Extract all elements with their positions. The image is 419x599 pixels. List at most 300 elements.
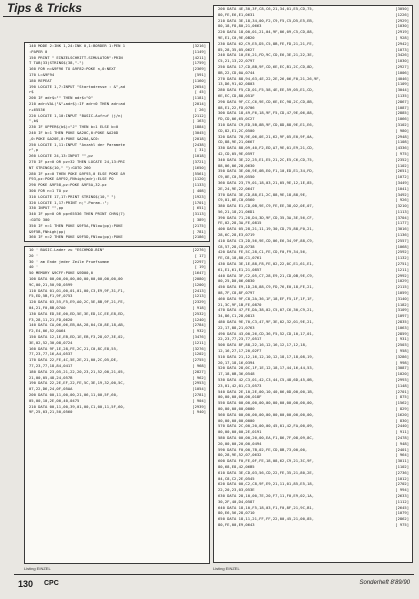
listing-checksum: [4336] (395, 145, 409, 151)
listing-checksum: [2297] (192, 258, 206, 264)
listing-line (25, 240, 209, 242)
listing-checksum: [2186] (192, 234, 206, 240)
listing-code: 80,FE,00,E9,0643 (218, 521, 255, 527)
listing-checksum: [2592] (395, 249, 409, 255)
listing-checksum: [ 968] (192, 362, 206, 368)
listing-checksum: [1079] (395, 510, 409, 516)
listing-checksum: [2018] (192, 135, 206, 141)
listing-code: C9,01,0E,C0,0560 (218, 197, 255, 203)
listing-checksum: [ 918] (192, 304, 206, 310)
listing-checksum: [1240] (192, 316, 206, 322)
listing-code: 50 MEMORY &9CFF:POKE &9D00,0 (29, 270, 94, 276)
listing-checksum: [3276] (192, 345, 206, 351)
listing-code: 40 ' (29, 264, 39, 270)
listing-checksum: [ 875] (395, 394, 409, 400)
listing-checksum: [2401] (395, 446, 409, 452)
listing-code: 640 DATA 18,10,F5,18,03,F1,F0,8F,21,9C,B1, (218, 504, 315, 510)
listing-code: 310 LOCATE 17,17:PRINT STRING$(10," ") (29, 193, 116, 199)
listing-code: 270 IF pz<0 OR pz>32 THEN LOCATE 24,13:PRI (29, 158, 126, 164)
listing-checksum: [ 998] (395, 359, 409, 365)
listing-checksum: [2478] (395, 434, 409, 440)
listing-checksum: [1701] (192, 199, 206, 205)
listing-checksum: [3704] (395, 214, 409, 220)
listing-code: 520 DATA 28,0C,1F,1E,12,18,17,44,16,44,53, (218, 365, 315, 371)
page-footer (14, 576, 414, 594)
listing-checksum: [3140] (395, 295, 409, 301)
listing-code: :GOTO 300 (29, 216, 50, 222)
listing-checksum: [3087] (395, 365, 409, 371)
listing-checksum: [1109] (395, 81, 409, 87)
listing-code: 300 FOR n=1 TO pz (29, 187, 68, 193)
listing-checksum: [ 948] (395, 440, 409, 446)
listing-checksum: [ 975] (395, 150, 409, 156)
listing-checksum: [2859] (395, 330, 409, 336)
listing-checksum: [2080] (192, 275, 206, 281)
listing-code: 550 DATA 00,00,00,00,00,00,00,00,00,00,00, (218, 400, 315, 406)
listing-checksum: [1066] (395, 116, 409, 122)
listing-code: 180 REPEAT (29, 77, 52, 83)
page-number: 130 (18, 579, 34, 589)
listing-code: 150 PRINT " EINZELSCHRITT-SIMULATOR":PRIN (29, 54, 123, 60)
listing-checksum: [ 26] (194, 106, 206, 112)
listing-code: 05,00,10,2E,00,40,0475 (29, 397, 80, 403)
listing-code: 120 DATA 03,55,F5,E9,A0,2C,5E,8B,9F,21,FE, (29, 299, 126, 305)
listing-checksum: [1182] (395, 301, 409, 307)
listing-code (29, 240, 66, 242)
listing-code: 77,23,77,18,84,0417 (29, 362, 73, 368)
listing-code: 22,17,88,21,0763 (218, 324, 255, 330)
listing-code: 28,6C,28,E3,0719 (218, 232, 255, 238)
listing-checksum: [1108] (395, 139, 409, 145)
listing-code: 80,18,F8,80,21,0663 (218, 23, 262, 29)
listing-code: 600 DATA F0,FE,0F,FE,18,08,62,C9,21,3C,9F, (218, 458, 315, 464)
listing-checksum: [ 964] (395, 452, 409, 458)
listing-code: C9,0E,C0,59,0550 (218, 174, 255, 180)
listing-code: 190 DATA 22,2E,EF,22,FE,5C,3E,19,32,00,5C, (29, 380, 126, 386)
listing-code: 290 DATA 9F,CC,C6,9E,CD,6E,EC,98,2C,CD,8B, (218, 98, 315, 104)
listing-code: 23,01,42,01,C3,0573 (218, 382, 262, 388)
listing-checksum: [1226] (395, 11, 409, 17)
listing-credit-left: Listing EINZEL (24, 566, 51, 571)
listing-checksum: [1012] (395, 475, 409, 481)
listing-checksum: [ 17] (194, 252, 206, 258)
listing-code: 00,25,D0,06,0830 (218, 278, 255, 284)
listing-checksum: [3449] (395, 179, 409, 185)
magazine-name: CPC (44, 580, 59, 587)
listing-code: CD,82,E1,2C,0500 (218, 127, 255, 133)
listing-line (25, 409, 209, 415)
listing-checksum: [4211] (192, 54, 206, 60)
listing-code: 20,17,18,16,0394 (218, 359, 255, 365)
listing-checksum: [3216] (192, 43, 206, 48)
listing-checksum: [1133] (192, 182, 206, 188)
listing-code: 10 ' BASIC-Lader zu "ESCHMOD.BIN" (29, 247, 105, 252)
listing-checksum: [3109] (395, 307, 409, 313)
listing-code: 590 DATA F0,00,7B,02,FE,CD,8B,73,00,00, (218, 446, 308, 452)
listing-code: r$ (29, 89, 34, 95)
listing-checksum: [3210] (395, 203, 409, 209)
listing-code: F5,ED,5B,F1,9F,0753 (29, 293, 73, 299)
listing-code: 12,16,27,17,20,02F7 (218, 348, 262, 354)
listing-checksum: [1177] (395, 220, 409, 226)
listing-code: 300 DATA 18,49,F6,18,9F,F5,CD,47,9E,06,88, (218, 110, 315, 116)
listing-code: 07,22,D6,24,0F,05AA (29, 386, 73, 392)
listing-checksum: [2701] (395, 388, 409, 394)
listing-checksum: [ 45] (194, 89, 206, 95)
listing-checksum: [3016] (395, 226, 409, 232)
listing-checksum: [ 408] (192, 187, 206, 193)
listing-line (214, 522, 412, 528)
listing-code: 240 IF b=1 THEN POKE &A20C,0:POKE &A20D (29, 129, 119, 135)
listing-code: 190 LOCATE 1,7:INPUT "Startadresse : &",ad (29, 83, 126, 89)
listing-code: 620 DATA 00,C2,C8,9F,E9,21,11,01,85,E5,18, (218, 481, 315, 487)
listing-checksum: [2654] (192, 83, 206, 89)
listing-checksum: [2784] (192, 322, 206, 328)
listing-code: 500 DATA 8F,88,22,16,12,16,12,17,12,18, (218, 342, 308, 348)
listing-code: 230 DATA 62,C9,E5,D5,C5,8B,FE,FD,21,21,FE, (218, 40, 315, 46)
listing-code: 560 DATA 00,00,00,00,00,00,00,00,00,00,00, (218, 411, 315, 417)
listing-code: FE,02,28,3A,FE,0815 (218, 220, 262, 226)
listing-code: 390 DATA 71,28,D4,3D,9F,CD,35,3A,3E,56,CF, (218, 214, 315, 220)
listing-checksum: [ 389] (192, 216, 206, 222)
listing-checksum: [1068] (395, 243, 409, 249)
listing-checksum: [1211] (395, 266, 409, 272)
listing-checksum: [ 911] (395, 429, 409, 435)
listing-code: 280 IF pz=0 THEN POKE &9F93,0 ELSE POKE &9 (29, 170, 126, 176)
listing-checksum: [3050] (395, 6, 409, 11)
listing-code: 150 DATA 12,1E,EB,ED,1E,EB,F3,28,07,3E,02, (29, 333, 126, 339)
listing-checksum: [1884] (192, 124, 206, 130)
listing-code: 380 DATA E1,CD,0B,9E,C9,FE,EE,38,02,0E,07, (218, 203, 315, 209)
listing-code: 470 DATA 47,FE,DA,38,02,C5,07,C6,30,C9,21, (218, 307, 315, 313)
listing-code: 430 DATA 3E,1E,88,F8,FE,02,22,0C,E1,61,E1, (218, 261, 315, 267)
listing-code: 630 DATA 28,10,00,7E,20,F7,11,F0,E9,02,1A, (218, 492, 315, 498)
listing-code: 170 DATA 22,FE,4C,5E,2E,21,00,2C,05,DE, (29, 357, 119, 363)
listing-code: 00,00,00,00,0000 (218, 417, 255, 423)
listing-code: 04,C8,C2,2E,0545 (218, 475, 255, 481)
listing-code: 200 DATA 00,11,00,00,21,06,11,00,5F,60, (29, 391, 119, 397)
listing-code: 00,00,00,00,00,018F (218, 394, 262, 400)
listing-code: 80,FE,E6,E1,0631 (218, 11, 255, 17)
listing-checksum: [ 980] (395, 127, 409, 133)
listing-checksum: [2948] (395, 133, 409, 139)
listing-checksum: [1030] (395, 23, 409, 29)
listing-checksum: [2633] (395, 492, 409, 498)
listing-checksum: [2867] (395, 98, 409, 104)
listing-checksum: [ 781] (192, 228, 206, 234)
listing-code: 6E,EC,CD,88,051F (218, 92, 255, 98)
listing-checksum: [3113] (192, 211, 206, 217)
listing-code: 330 DATA 88,09,40,F2,ED,A7,9E,01,E9,21,CD, (218, 145, 315, 151)
listing-code: 570 DATA 2C,00,20,00,00,45,01,42,FA,00,09, (218, 423, 315, 429)
listing-checksum: [ 994] (395, 487, 409, 493)
listing-checksum: [1029] (395, 278, 409, 284)
listing-checksum: [1102] (395, 162, 409, 168)
listing-code: F2,E4,06,52,0A64 (29, 328, 66, 334)
issue-label: Sonderheft 8'89/90 (359, 580, 410, 586)
listing-code: 220 DATA 18,00,01,21,04,9F,06,09,C5,CD,88, (218, 29, 315, 35)
listing-code: 360 IF n=2 THEN POKE &9F5D,FNlow(pp):POKE (29, 234, 123, 240)
listing-checksum: [1136] (395, 232, 409, 238)
listing-checksum: [1213] (192, 293, 206, 299)
listing-checksum: [1054] (192, 386, 206, 392)
listing-checksum: [2862] (395, 516, 409, 522)
listing-checksum: [ 830] (395, 417, 409, 423)
listing-checksum: [ 975] (395, 521, 409, 527)
listing-code: 08,7F,C8,8F,0797 (218, 290, 255, 296)
listing-code: 20 ' (29, 252, 39, 258)
listing-code: C5,21,13,22,0797 (218, 58, 255, 64)
listing-code: 410 DATA C3,2D,56,9E,CD,06,E6,34,9F,88,C9, (218, 237, 315, 243)
listing-checksum: [2014] (192, 100, 206, 106)
listing-checksum: [1160] (192, 77, 206, 83)
listing-checksum: [2645] (395, 504, 409, 510)
listing-code: 310 DATA C9,ED,5B,8B,9F,CD,8D,88,9E,E1,E6, (218, 121, 315, 127)
listing-checksum: [3102] (395, 121, 409, 127)
listing-checksum: [2369] (192, 66, 206, 72)
listing-code: 140 DATA CA,06,06,EB,0A,28,04,C0,8E,18,AB, (29, 322, 126, 328)
listing-code: 3E,02,52,30,08,0724 (29, 339, 73, 345)
listing-code: 20,00,00,20,00,0494 (218, 440, 262, 446)
listing-code: r",p (29, 147, 39, 153)
listing-checksum: [ 962] (192, 374, 206, 380)
listing-code: ,0:POKE &A20E,0:POKE &A20A,&C0: (29, 135, 100, 141)
listing-checksum: [2702] (395, 481, 409, 487)
listing-checksum: [2329] (192, 299, 206, 305)
listing-checksum: [1211] (192, 339, 206, 345)
listing-checksum: [1148] (395, 382, 409, 388)
listing-code: 140 MODE 2:INK 1,24:INK 0,1:BORDER 1:PEN 1 (29, 43, 126, 48)
listing-checksum: [1063] (395, 324, 409, 330)
listing-checksum: [1650] (192, 164, 206, 170)
listing-checksum: [2352] (395, 156, 409, 162)
listing-checksum: [3476] (192, 333, 206, 339)
listing-code: 320 LOCATE 1,17:PRINT n;".Param.:"; (29, 199, 110, 205)
listing-code: T TAB(33)STRING$(38,"-") (29, 60, 84, 66)
listing-checksum: [1020] (395, 371, 409, 377)
listing-checksum: [1072] (395, 174, 409, 180)
listing-checksum (192, 240, 206, 242)
listing-code: 490 DATA 43,00,26,CD,36,F5,52,CD,10,17,01, (218, 330, 315, 336)
listing-checksum: [2953] (192, 380, 206, 386)
listing-checksum: [2440] (395, 423, 409, 429)
listing-checksum: [ 926] (395, 197, 409, 203)
listing-checksum: [1120] (192, 176, 206, 182)
listing-code: 200 DATA 4E,30,3F,C8,C6,21,34,01,E5,CD,75, (218, 6, 315, 11)
listing-checksum: [2751] (395, 261, 409, 267)
listing-code: 170 L=&9F94 (29, 71, 55, 77)
listing-checksum: [ 163] (192, 118, 206, 124)
listing-code: C8,57,28,CD,0738 (218, 243, 255, 249)
listing-code: 160 DATA 9F,1E,28,FE,2C,21,C0,8C,E8,55, (29, 345, 119, 351)
listing-checksum: [2276] (192, 247, 206, 252)
listing-checksum: [2827] (192, 368, 206, 374)
listing-checksum: [1073] (395, 46, 409, 52)
listing-checksum: [4046] (395, 75, 409, 81)
listing-code: 9C,00,21,50,9D,0599 (29, 281, 73, 287)
listing-checksum: [2919] (395, 29, 409, 35)
listing-code: 180 DATA 23,05,21,22,20,23,21,52,00,21,05, (29, 368, 126, 374)
listing-checksum: [2755] (192, 357, 206, 363)
listing-checksum: [ 928] (395, 34, 409, 40)
listing-code: 220 LOCATE 1,10:INPUT "BASIC-Aufruf (j/n) (29, 112, 123, 118)
listing-checksum: [2992] (395, 272, 409, 278)
listing-checksum: [1102] (395, 463, 409, 469)
listing-code: 370 DATA 3E,CD,88,E1,2C,88,9E,18,88,9E, (218, 191, 308, 197)
listing-checksum: [1097] (395, 313, 409, 319)
listing-checksum: [2651] (395, 168, 409, 174)
listing-box-loader (24, 246, 210, 564)
listing-code: 340 IF pp<0 OR pp>65536 THEN PRINT CHR$(7) (29, 211, 126, 217)
listing-checksum: [1647] (192, 270, 206, 276)
listing-checksum: [2927] (395, 63, 409, 69)
listing-code: 100 DATA 00,00,00,00,00,00,00,00,00,00,00 (29, 275, 123, 281)
listing-checksum: [2532] (192, 310, 206, 316)
listing-checksum: [2929] (395, 17, 409, 23)
listing-box-simulator (24, 42, 210, 242)
listing-checksum: [1030] (395, 58, 409, 64)
listing-code: 22,20,23,03,053E (218, 487, 255, 493)
listing-code: 250 LOCATE 1,11:INPUT "Anzahl der Paramete (29, 141, 126, 147)
listing-checksum: [3492] (395, 191, 409, 197)
listing-code: 340 DATA 3E,22,25,E1,E5,21,2C,E5,C6,CD,75, (218, 156, 315, 162)
listing-code: NT STRING$(10," "):GOTO 260 (29, 164, 91, 170)
listing-checksum: [ 829] (395, 405, 409, 411)
listing-checksum: [2942] (395, 40, 409, 46)
listing-checksum: [3011] (395, 458, 409, 464)
listing-checksum: [1041] (395, 185, 409, 191)
listing-code: 88,E1,22,FD,0706 (218, 104, 255, 110)
listing-checksum: [ 31] (194, 147, 206, 153)
listing-checksum: [ 958] (395, 348, 409, 354)
listing-code: 610 DATA 3E,CD,03,56,CD,22,FE,35,21,80,2E, (218, 469, 315, 475)
listing-checksum: [3045] (192, 129, 206, 135)
listing-code: 330 INPUT "",pp (29, 205, 64, 211)
listing-code: FE,C8,18,88,C1,0761 (218, 255, 262, 261)
listing-checksum: [2112] (192, 112, 206, 118)
listing-code: 460 DATA 9F,C8,2A,36,1F,18,EF,F5,1F,1F,1F, (218, 295, 315, 301)
listing-checksum: [1018] (192, 153, 206, 159)
listing-code: 17,18,0B,36,0548 (218, 371, 255, 377)
listing-checksum: [ 940] (192, 409, 206, 415)
listing-code: 42,CD,05,9E,0597 (218, 150, 255, 156)
listing-checksum: [2885] (395, 110, 409, 116)
listing-code: 80,68,E8,42,06B5 (218, 463, 255, 469)
listing-checksum: [1200] (192, 281, 206, 287)
listing-checksum: [2115] (395, 284, 409, 290)
listing-checksum: [2503] (395, 342, 409, 348)
listing-code: 400 DATA 05,28,21,11,19,30,CD,75,88,F0,21, (218, 226, 315, 232)
listing-checksum: [5561] (192, 170, 206, 176)
listing-code: F3,28,11,21,FD,0620 (29, 316, 73, 322)
section-title: Tips & Tricks (7, 1, 82, 15)
listing-checksum: [2993] (395, 377, 409, 382)
listing-code: 240 DATA 10,E6,21,FD,9C,CD,E6,3E,21,22,3E, (218, 52, 315, 58)
listing-checksum: [1562] (395, 400, 409, 406)
listing-checksum: [ 651] (192, 205, 206, 211)
listing-checksum: [2939] (192, 403, 206, 409)
listing-code: 350 DATA 3E,00,9E,0B,E0,F1,10,ED,E1,34,FD, (218, 168, 315, 174)
listing-code: F93,pz:POKE &9F92,FNhigh(adr):ELSE PO (29, 176, 114, 182)
listing-checksum: [1181] (192, 95, 206, 101)
listing-checksum: [1202] (192, 351, 206, 357)
listing-code: 88,06,06,28,0630 (218, 162, 255, 168)
listing-checksum: [1059] (395, 290, 409, 296)
footer-rule (14, 574, 414, 575)
listing-checksum: [591] (194, 71, 206, 77)
listing-code: 200 IF adr$="" THEN adr$="0" (29, 95, 94, 101)
listing-code: 2E,24,9E,22,0647 (218, 185, 255, 191)
listing-code: 480 DATA 9E,70,C3,47,9F,3E,02,32,01,9E,21, (218, 319, 315, 325)
listing-code: &9F5B,FNhigh(pp) (29, 228, 66, 234)
listing-code: 450 DATA E9,1D,28,88,C9,FD,76,E0,18,FE,21, (218, 284, 315, 290)
listing-code: 9F,25,03,21,50,0560 (29, 409, 73, 415)
listing-checksum: [1006] (395, 69, 409, 75)
listing-code: 350 IF n=1 THEN POKE &9F5A,FNlow(pp):POKE (29, 222, 123, 228)
listing-code: 77,23,77,16,A4,0537 (29, 351, 73, 357)
listing-code: 580 DATA 00,00,20,00,EA,F1,86,7F,08,09,8C, (218, 434, 315, 440)
listing-checksum: [ 19] (194, 264, 206, 270)
listing-code: 110 DATA 01,01,00,01,01,00,C3,E9,9F,31,F1, (29, 287, 126, 293)
listing-checksum: [3286] (395, 353, 409, 359)
listing-code: 00,00,00,00,2E,0191 (218, 429, 262, 435)
listing-checksum: [1149] (192, 48, 206, 54)
listing-checksum: [3044] (395, 87, 409, 93)
listing-code: 04,21,F0,8B,07A0 (29, 304, 66, 310)
listing-code: 650 DATA 18,11,21,FF,FF,22,00,45,21,00,85, (218, 516, 315, 522)
listing-checksum: [1923] (192, 193, 206, 199)
listing-checksum: [2557] (395, 237, 409, 243)
listing-code: 230 IF UPPER$(b$)="J" THEN b=1 ELSE b=0 (29, 124, 119, 130)
listing-code: 360 DATA 23,79,01,18,03,21,05,9E,12,1E,85, (218, 179, 315, 185)
listing-code: 280 DATA F5,CD,01,F5,58,4E,EE,59,05,E1,CD, (218, 87, 315, 93)
listing-code: 9E,E1,C0,9E,0B20 (218, 34, 255, 40)
listing-checksum: [2438] (192, 141, 206, 147)
listing-code: 30 ' am Ende jeder Zeile Pruefsumme (29, 258, 110, 264)
listing-checksum: [2781] (192, 391, 206, 397)
listing-checksum: [ 932] (192, 328, 206, 334)
listing-code: 210 adr=VAL("&"+adr$):IF adr<0 THEN adr=ad (29, 100, 126, 106)
listing-code: 420 DATA FE,5C,28,C1,FE,CD,F0,F9,34,56, (218, 249, 308, 255)
listing-code: r+65536 (29, 106, 46, 112)
listing-code: 56,21,18,21,06D1 (218, 208, 255, 214)
listing-code: 210 DATA 3E,18,34,00,F2,C9,F5,C5,D5,E5,EB, (218, 17, 315, 23)
listing-code: 85,28,35,05,0627 (218, 46, 255, 52)
listing-code: 160 FOR n=&9F96 TO &9F82:POKE n,0:NEXT (29, 66, 116, 72)
listing-code: CD,88,9E,21,0667 (218, 139, 255, 145)
listing-checksum: [ 904] (192, 397, 206, 403)
listing-code: 34,86,C1,28,0813 (218, 313, 255, 319)
listing-checksum: [2413] (192, 287, 206, 293)
listing-code: 440 DATA 3F,C2,05,C7,28,E9,21,CD,0B,9E,C9, (218, 272, 315, 278)
listing-code: 8B,22,CD,0A,0744 (218, 69, 255, 75)
listing-credit-right: Listing EINZEL (213, 566, 240, 571)
listing-code: 320 DATA 78,9E,06,0E,21,62,9F,05,E0,9F,0A, (218, 133, 315, 139)
listing-code: 13,D6,91,02,0803 (218, 81, 255, 87)
listing-checksum: [3721] (192, 158, 206, 164)
listing-checksum: [1620] (395, 411, 409, 417)
listing-code: 290 POKE &9F58,pz:POKE &9F5A,32-pz (29, 182, 107, 188)
listing-code: :PAPER 0 (29, 48, 48, 54)
listing-checksum: [1112] (395, 498, 409, 504)
listing-checksum: [1135] (395, 92, 409, 98)
listing-code: 80,E6,56,28,0710 (218, 510, 255, 516)
listing-checksum: [3426] (395, 52, 409, 58)
listing-code: 210 DATA 00,11,00,39,01,00,C1,00,11,5F,60, (29, 403, 126, 409)
listing-checksum: [1132] (395, 255, 409, 261)
listing-code: 540 DATA 2E,10,2E,00,10,40,06,0D,00,00,1B, (218, 388, 315, 394)
listing-code: 530 DATA 42,C3,01,42,C3,44,C5,48,6D,45,0B, (218, 377, 315, 382)
